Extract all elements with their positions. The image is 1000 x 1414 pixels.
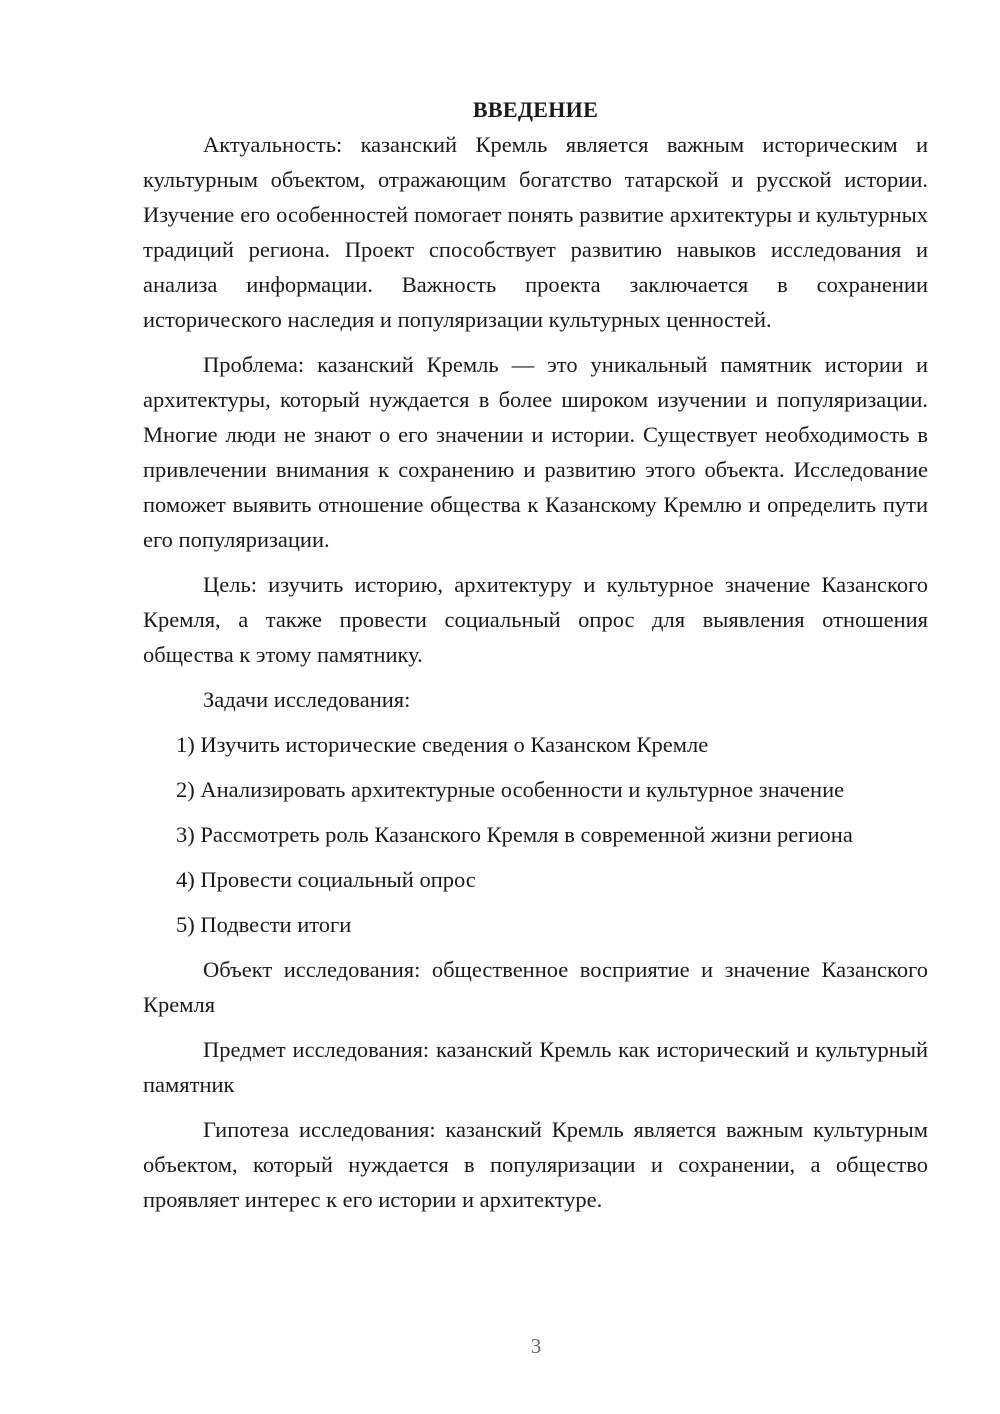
task-item: 5) Подвести итоги [176,912,352,937]
page-number: 3 [530,1334,542,1358]
task-list [143,727,928,942]
subject-paragraph: Предмет исследования: казанский Кремль как исторический и культурный памятник [143,1037,928,1097]
task-item: 1) Изучить исторические сведения о Казанском Кремле [176,732,709,757]
relevance-paragraph: Актуальность: казанский Кремль является важным историческим и культурным объектом, отражающим богатство татарской и русской истории. Изучение его особенностей помогает понять развитие архитектуры и культурных традиций региона. Проект способствует развитию навыков исследования и анализа информации. Важность проекта заключается в сохранении исторического наследия и популяризации культурных ценностей. [143,132,928,332]
document-page [143,92,928,1217]
tasks-title: Задачи исследования: [203,687,411,712]
hypothesis-paragraph: Гипотеза исследования: казанский Кремль является важным культурным объектом, который нуждается в популяризации и сохранении, а общество проявляет интерес к его истории и архитектуре. [143,1117,928,1212]
goal-paragraph: Цель: изучить историю, архитектуру и культурное значение Казанского Кремля, а также провести социальный опрос для выявления отношения общества к этому памятнику. [143,572,928,667]
section-heading: ВВЕДЕНИЕ [472,97,599,122]
task-item: 3) Рассмотреть роль Казанского Кремля в современной жизни региона [176,822,853,847]
task-item: 4) Провести социальный опрос [176,867,476,892]
problem-paragraph: Проблема: казанский Кремль — это уникальный памятник истории и архитектуры, который нуждается в более широком изучении и популяризации. Многие люди не знают о его значении и истории. Существует необходимость в привлечении внимания к сохранению и развитию этого объекта. Исследование поможет выявить отношение общества к Казанскому Кремлю и определить пути его популяризации. [143,352,928,552]
object-paragraph: Объект исследования: общественное восприятие и значение Казанского Кремля [143,957,928,1017]
task-item: 2) Анализировать архитектурные особенности и культурное значение [176,777,845,802]
